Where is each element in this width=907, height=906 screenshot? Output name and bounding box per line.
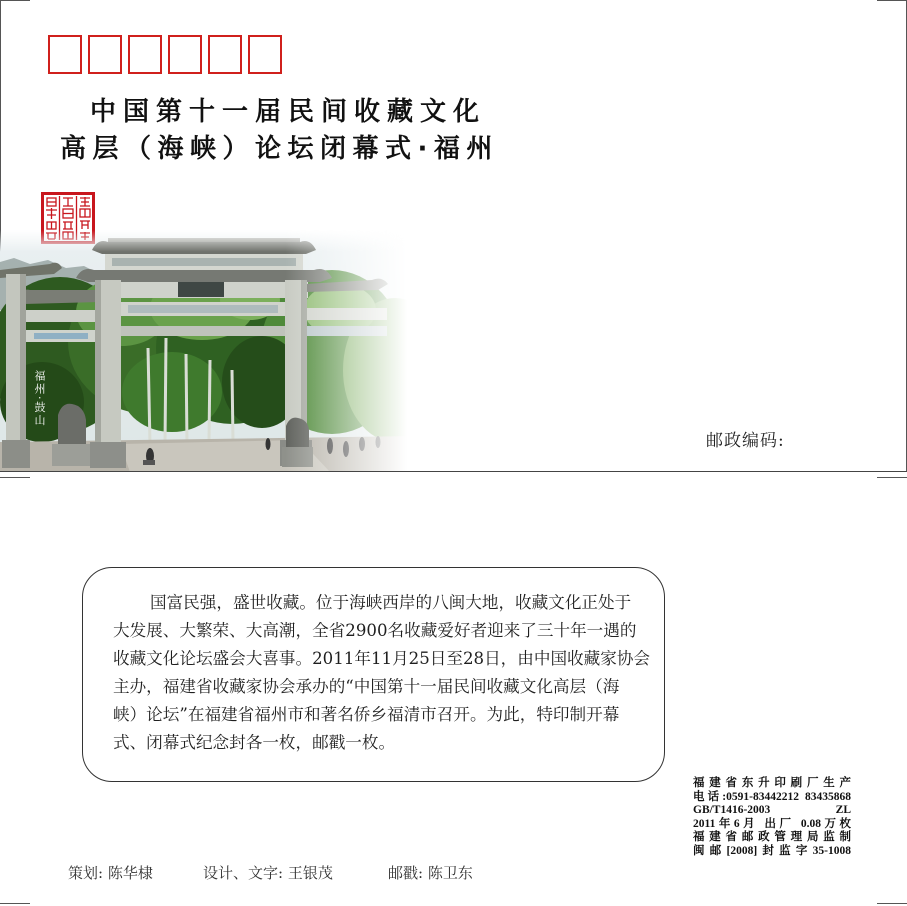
crop-mark-bottom-left [0, 903, 30, 904]
credit-planning: 策划: 陈华棣 [68, 864, 153, 882]
postcode-box [168, 35, 202, 74]
printer-info-line: 闽邮[2008]封监字35-1008 [693, 844, 851, 857]
archway-roof-top [92, 241, 316, 254]
postcode-box [88, 35, 122, 74]
printer-info [693, 777, 851, 859]
description-line: 峡）论坛”在福建省福州市和著名侨乡福清市召开。为此，特印制开幕 [113, 705, 620, 724]
postcode-box [48, 35, 82, 74]
archway-pillar [6, 274, 26, 450]
description-line: 式、闭幕式纪念封各一枚，邮戳一枚。 [113, 733, 396, 752]
printer-info-line: 福建省东升印刷厂生产 [693, 777, 851, 789]
crop-mark-mid-left [0, 477, 30, 478]
postcode-box [248, 35, 282, 74]
fold-line [0, 471, 907, 472]
pillar-base [90, 442, 126, 468]
archway-photo [0, 230, 420, 472]
credit-postmark: 邮戳: 陈卫东 [388, 864, 473, 882]
printer-info-line: 2011年6月 出厂 0.08万枚 [693, 817, 851, 830]
description-line: 收藏文化论坛盛会大喜事。2011年11月25日至28日，由中国收藏家协会 [113, 649, 651, 668]
title-line-1: 中国第十一届民间收藏文化 [90, 97, 487, 127]
crop-mark-top-right [877, 0, 907, 1]
archway-plaque [178, 282, 224, 297]
crop-mark-mid-right [877, 477, 907, 478]
archway-pillar [95, 280, 121, 450]
crop-mark-top-left [0, 0, 30, 1]
printer-info-line: 电话:0591-83442212 83435868 [693, 790, 851, 803]
printer-info-line: 福建省邮政管理局监制 [693, 831, 851, 844]
title-line-2: 高层（海峡）论坛闭幕式·福州 [60, 134, 499, 164]
description-line: 主办，福建省收藏家协会承办的“中国第十一届民间收藏文化高层（海 [113, 677, 620, 696]
photo-caption: 福州·鼓山 [33, 370, 46, 428]
postcode-box [208, 35, 242, 74]
printer-info-line: GB/T1416-2003 ZL [693, 804, 851, 817]
description-line: 国富民强，盛世收藏。位于海峡西岸的八闽大地，收藏文化正处于 [150, 593, 632, 612]
postcode-label: 邮政编码: [706, 431, 785, 451]
credit-design-text: 设计、文字: 王银茂 [203, 864, 333, 882]
crop-mark-bottom-right [877, 903, 907, 904]
pillar-base [2, 440, 30, 468]
postcode-box [128, 35, 162, 74]
description-box [82, 567, 665, 782]
description-line: 大发展、大繁荣、大高潮，全省2900名收藏爱好者迎来了三十年一遇的 [113, 621, 637, 640]
